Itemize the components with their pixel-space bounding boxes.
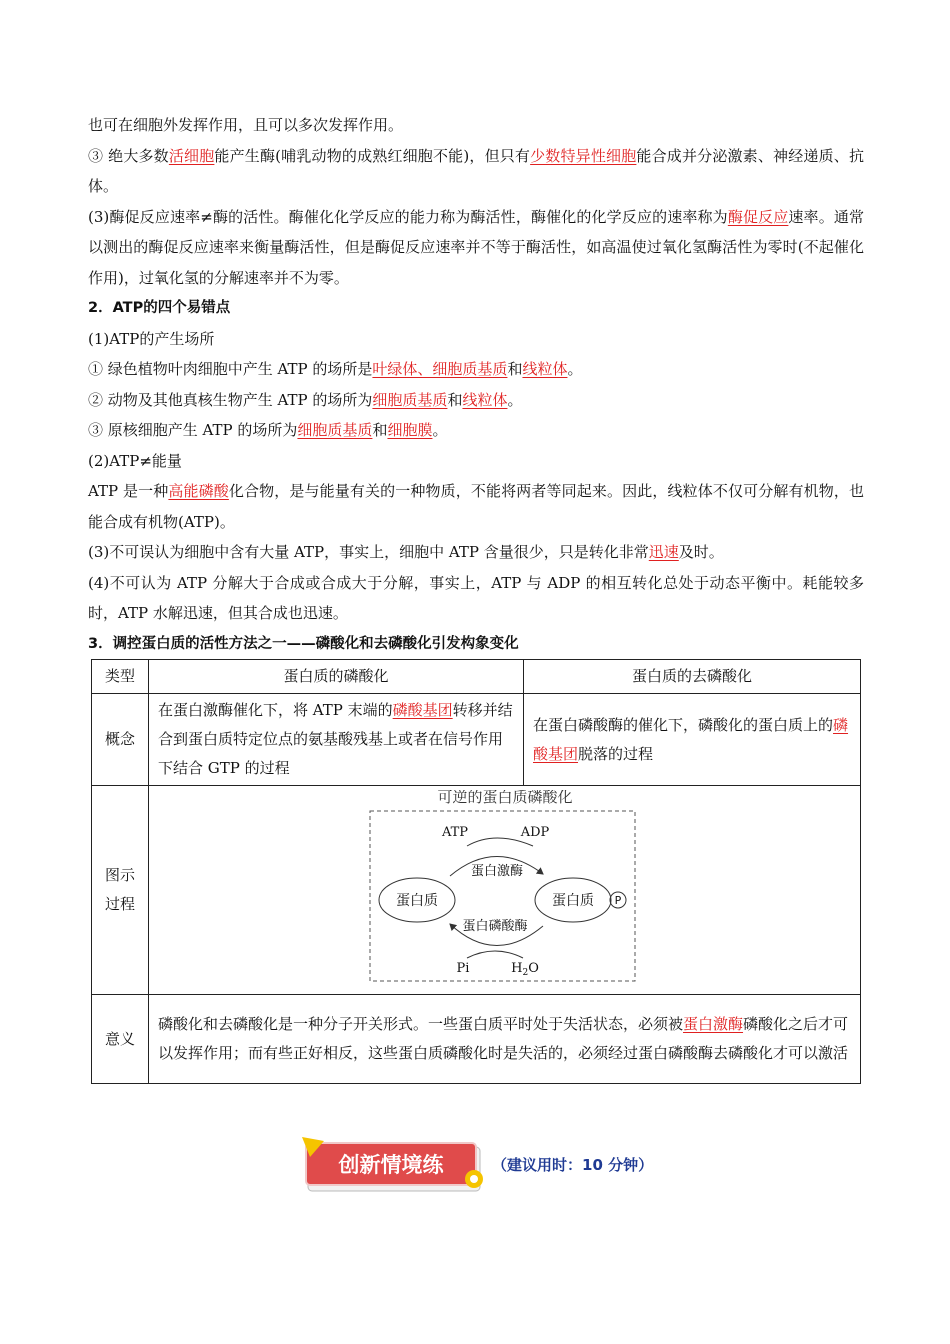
water-pi-arrow <box>467 951 523 958</box>
answer-blank: 细胞质基质 <box>297 421 373 439</box>
answer-blank: 磷酸基团 <box>533 715 849 763</box>
table-cell <box>149 786 861 995</box>
list-item: ② 动物及其他真核生物产生 ATP 的场所为细胞质基质和线粒体。 <box>88 390 523 409</box>
row-label-diagram: 图示 过程 <box>92 786 149 995</box>
answer-blank: 活细胞 <box>168 146 215 165</box>
protein-left-label: 蛋白质 <box>395 893 438 909</box>
corner-dot-center <box>470 1175 478 1183</box>
answer-blank: 磷酸基团 <box>392 701 453 719</box>
answer-blank: 酶促反应 <box>727 207 789 226</box>
phosphatase-label: 蛋白磷酸酶 <box>461 919 528 934</box>
list-item: ① 绿色植物叶肉细胞中产生 ATP 的场所是叶绿体、细胞质基质和线粒体。 <box>88 360 583 378</box>
paragraph-atp-compound: ATP 是一种高能磷酸化合物，是与能量有关的一种物质，不能将两者等同起来。因此，线粒体不仅可分解有机物，也能合成有机物(ATP)。 <box>88 482 864 531</box>
subheading-atp-energy: (2)ATP≠能量 <box>88 451 182 470</box>
list-item: ③ 原核细胞产生 ATP 的场所为细胞质基质和细胞膜。 <box>88 421 448 439</box>
phosphorylation-table <box>91 659 861 1084</box>
h2o-label: $H_2O$ <box>510 961 539 978</box>
table-header-type: 类型 <box>92 660 149 694</box>
suggested-time: （建议用时：10 分钟） <box>492 1156 654 1174</box>
table-cell: 磷酸化和去磷酸化是一种分子开关形式。一些蛋白质平时处于失活状态，必须被蛋白激酶磷酸化之后才可以发挥作用；而有些正好相反，这些蛋白质磷酸化时是失活的，必须经过蛋白磷酸酶去磷酸化才可以激活 <box>149 995 861 1084</box>
table-header-dephosphorylation: 蛋白质的去磷酸化 <box>524 660 861 694</box>
banner-text: 创新情境练 <box>338 1153 444 1177</box>
table-row <box>92 995 861 1084</box>
row-label-concept: 概念 <box>92 694 149 786</box>
section-heading-phosphorylation: 3．调控蛋白质的活性方法之一——磷酸化和去磷酸化引发构象变化 <box>88 635 519 652</box>
answer-blank: 细胞质基质 <box>372 390 448 409</box>
banner-graphic <box>300 1135 486 1197</box>
table-header-row <box>92 660 861 694</box>
table-header-phosphorylation: 蛋白质的磷酸化 <box>149 660 524 694</box>
practice-banner <box>300 1135 486 1197</box>
paragraph-enzyme-cells: ③ 绝大多数活细胞能产生酶(哺乳动物的成熟红细胞不能)，但只有少数特异性细胞能合成并分泌激素、神经递质、抗体。 <box>88 146 864 195</box>
row-label-significance: 意义 <box>92 995 149 1084</box>
phosphorylation-diagram <box>355 790 655 990</box>
kinase-label: 蛋白激酶 <box>470 864 523 879</box>
answer-blank: 线粒体 <box>522 360 568 378</box>
answer-blank: 迅速 <box>648 543 679 561</box>
adp-label: ADP <box>520 825 549 840</box>
answer-blank: 叶绿体、细胞质基质 <box>372 360 508 378</box>
answer-blank: 线粒体 <box>462 390 508 409</box>
protein-right-label: 蛋白质 <box>551 893 594 909</box>
phosphate-mark: P <box>614 894 621 907</box>
section-heading-atp: 2．ATP的四个易错点 <box>88 300 231 316</box>
answer-blank: 高能磷酸 <box>168 482 229 500</box>
answer-blank: 蛋白激酶 <box>683 1015 744 1033</box>
table-cell: 在蛋白磷酸酶的催化下，磷酸化的蛋白质上的磷酸基团脱落的过程 <box>524 694 861 786</box>
diagram-title: 可逆的蛋白质磷酸化 <box>436 790 573 806</box>
paragraph-reaction-rate: (3)酶促反应速率≠酶的活性。酶催化化学反应的能力称为酶活性，酶催化的化学反应的速率称为酶促反应速率。通常以测出的酶促反应速率来衡量酶活性，但是酶促反应速率并不等于酶活性，如高温使过氧化氢酶活性为零时(不起催化作用)，过氧化氢的分解速率并不为零。 <box>88 207 864 287</box>
document-body <box>88 110 864 1084</box>
paragraph-enzyme-outside: 也可在细胞外发挥作用，且可以多次发挥作用。 <box>88 116 404 134</box>
table-row <box>92 786 861 995</box>
pi-label: Pi <box>456 961 469 976</box>
paragraph-atp-balance: (4)不可认为 ATP 分解大于合成或合成大于分解，事实上，ATP 与 ADP 的相互转化总处于动态平衡中。耗能较多时，ATP 水解迅速，但其合成也迅速。 <box>88 573 864 622</box>
answer-blank: 细胞膜 <box>387 421 433 439</box>
answer-blank: 少数特异性细胞 <box>530 146 637 165</box>
table-row <box>92 694 861 786</box>
paragraph-atp-amount: (3)不可误认为细胞中含有大量 ATP，事实上，细胞中 ATP 含量很少，只是转化非常迅速及时。 <box>88 543 724 561</box>
subheading-atp-sites: (1)ATP的产生场所 <box>88 329 215 348</box>
atp-label: ATP <box>441 825 468 840</box>
table-cell: 在蛋白激酶催化下，将 ATP 末端的磷酸基团转移并结合到蛋白质特定位点的氨基酸残基上或者在信号作用下结合 GTP 的过程 <box>149 694 524 786</box>
